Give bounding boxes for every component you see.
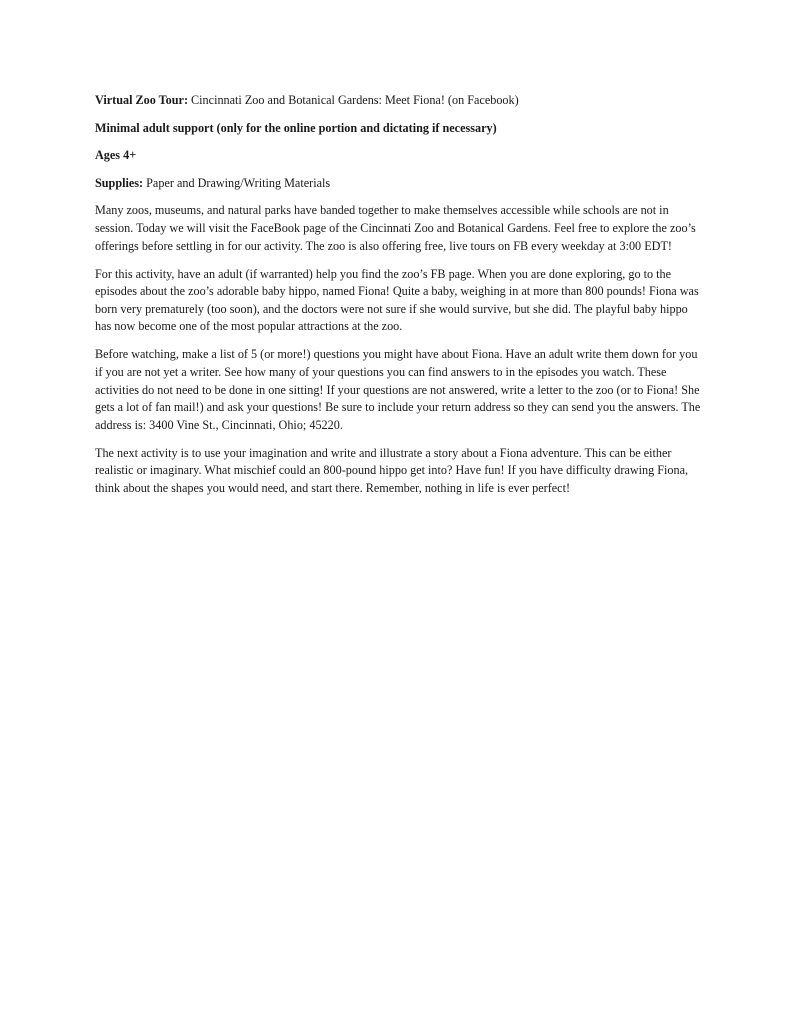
paragraph-activity: For this activity, have an adult (if warranted) help you find the zoo’s FB page. When you are done exploring, go to the episodes about the zoo’s adorable baby hippo, named Fiona! Quite a baby, weighing in at more than 800 pounds! Fiona was born very prematurely (too soon), and the doctors were not sure if she would survive, but she did. The playful baby hippo has now become one of the most popular attractions at the zoo.	[95, 266, 699, 334]
tour-label: Virtual Zoo Tour:	[95, 93, 188, 107]
supplies-line	[95, 175, 705, 193]
ages-line: Ages 4+	[95, 148, 137, 163]
supplies-value: Paper and Drawing/Writing Materials	[146, 175, 331, 190]
support-line: Minimal adult support (only for the online portion and dictating if necessary)	[95, 120, 497, 135]
tour-title: Cincinnati Zoo and Botanical Gardens: Meet Fiona! (on Facebook)	[191, 93, 519, 107]
paragraph-questions: Before watching, make a list of 5 (or more!) questions you might have about Fiona. Have an adult write them down for you if you are not yet a writer. See how many of your questions you can find answers to in the episodes you watch. These activities do not need to be done in one sitting! If your questions are not answered, write a letter to the zoo (or to Fiona! She gets a lot of fan mail!) and ask your questions! Be sure to include your return address so they can send you the answers. The address is: 3400 Vine St., Cincinnati, Ohio; 45220.	[95, 347, 701, 432]
supplies-label: Supplies:	[95, 175, 144, 190]
document-body	[95, 92, 705, 508]
tour-line	[95, 92, 705, 110]
paragraph-story: The next activity is to use your imagination and write and illustrate a story about a Fiona adventure. This can be either realistic or imaginary. What mischief could an 800-pound hippo get into? Have fun! If you have difficulty drawing Fiona, think about the shapes you would need, and start there. Remember, nothing in life is ever perfect!	[95, 445, 689, 495]
paragraph-intro: Many zoos, museums, and natural parks have banded together to make themselves accessible while schools are not in session. Today we will visit the FaceBook page of the Cincinnati Zoo and Botanical Gardens. Feel free to explore the zoo’s offerings before settling in for our activity. The zoo is also offering free, live tours on FB every weekday at 3:00 EDT!	[95, 203, 696, 253]
